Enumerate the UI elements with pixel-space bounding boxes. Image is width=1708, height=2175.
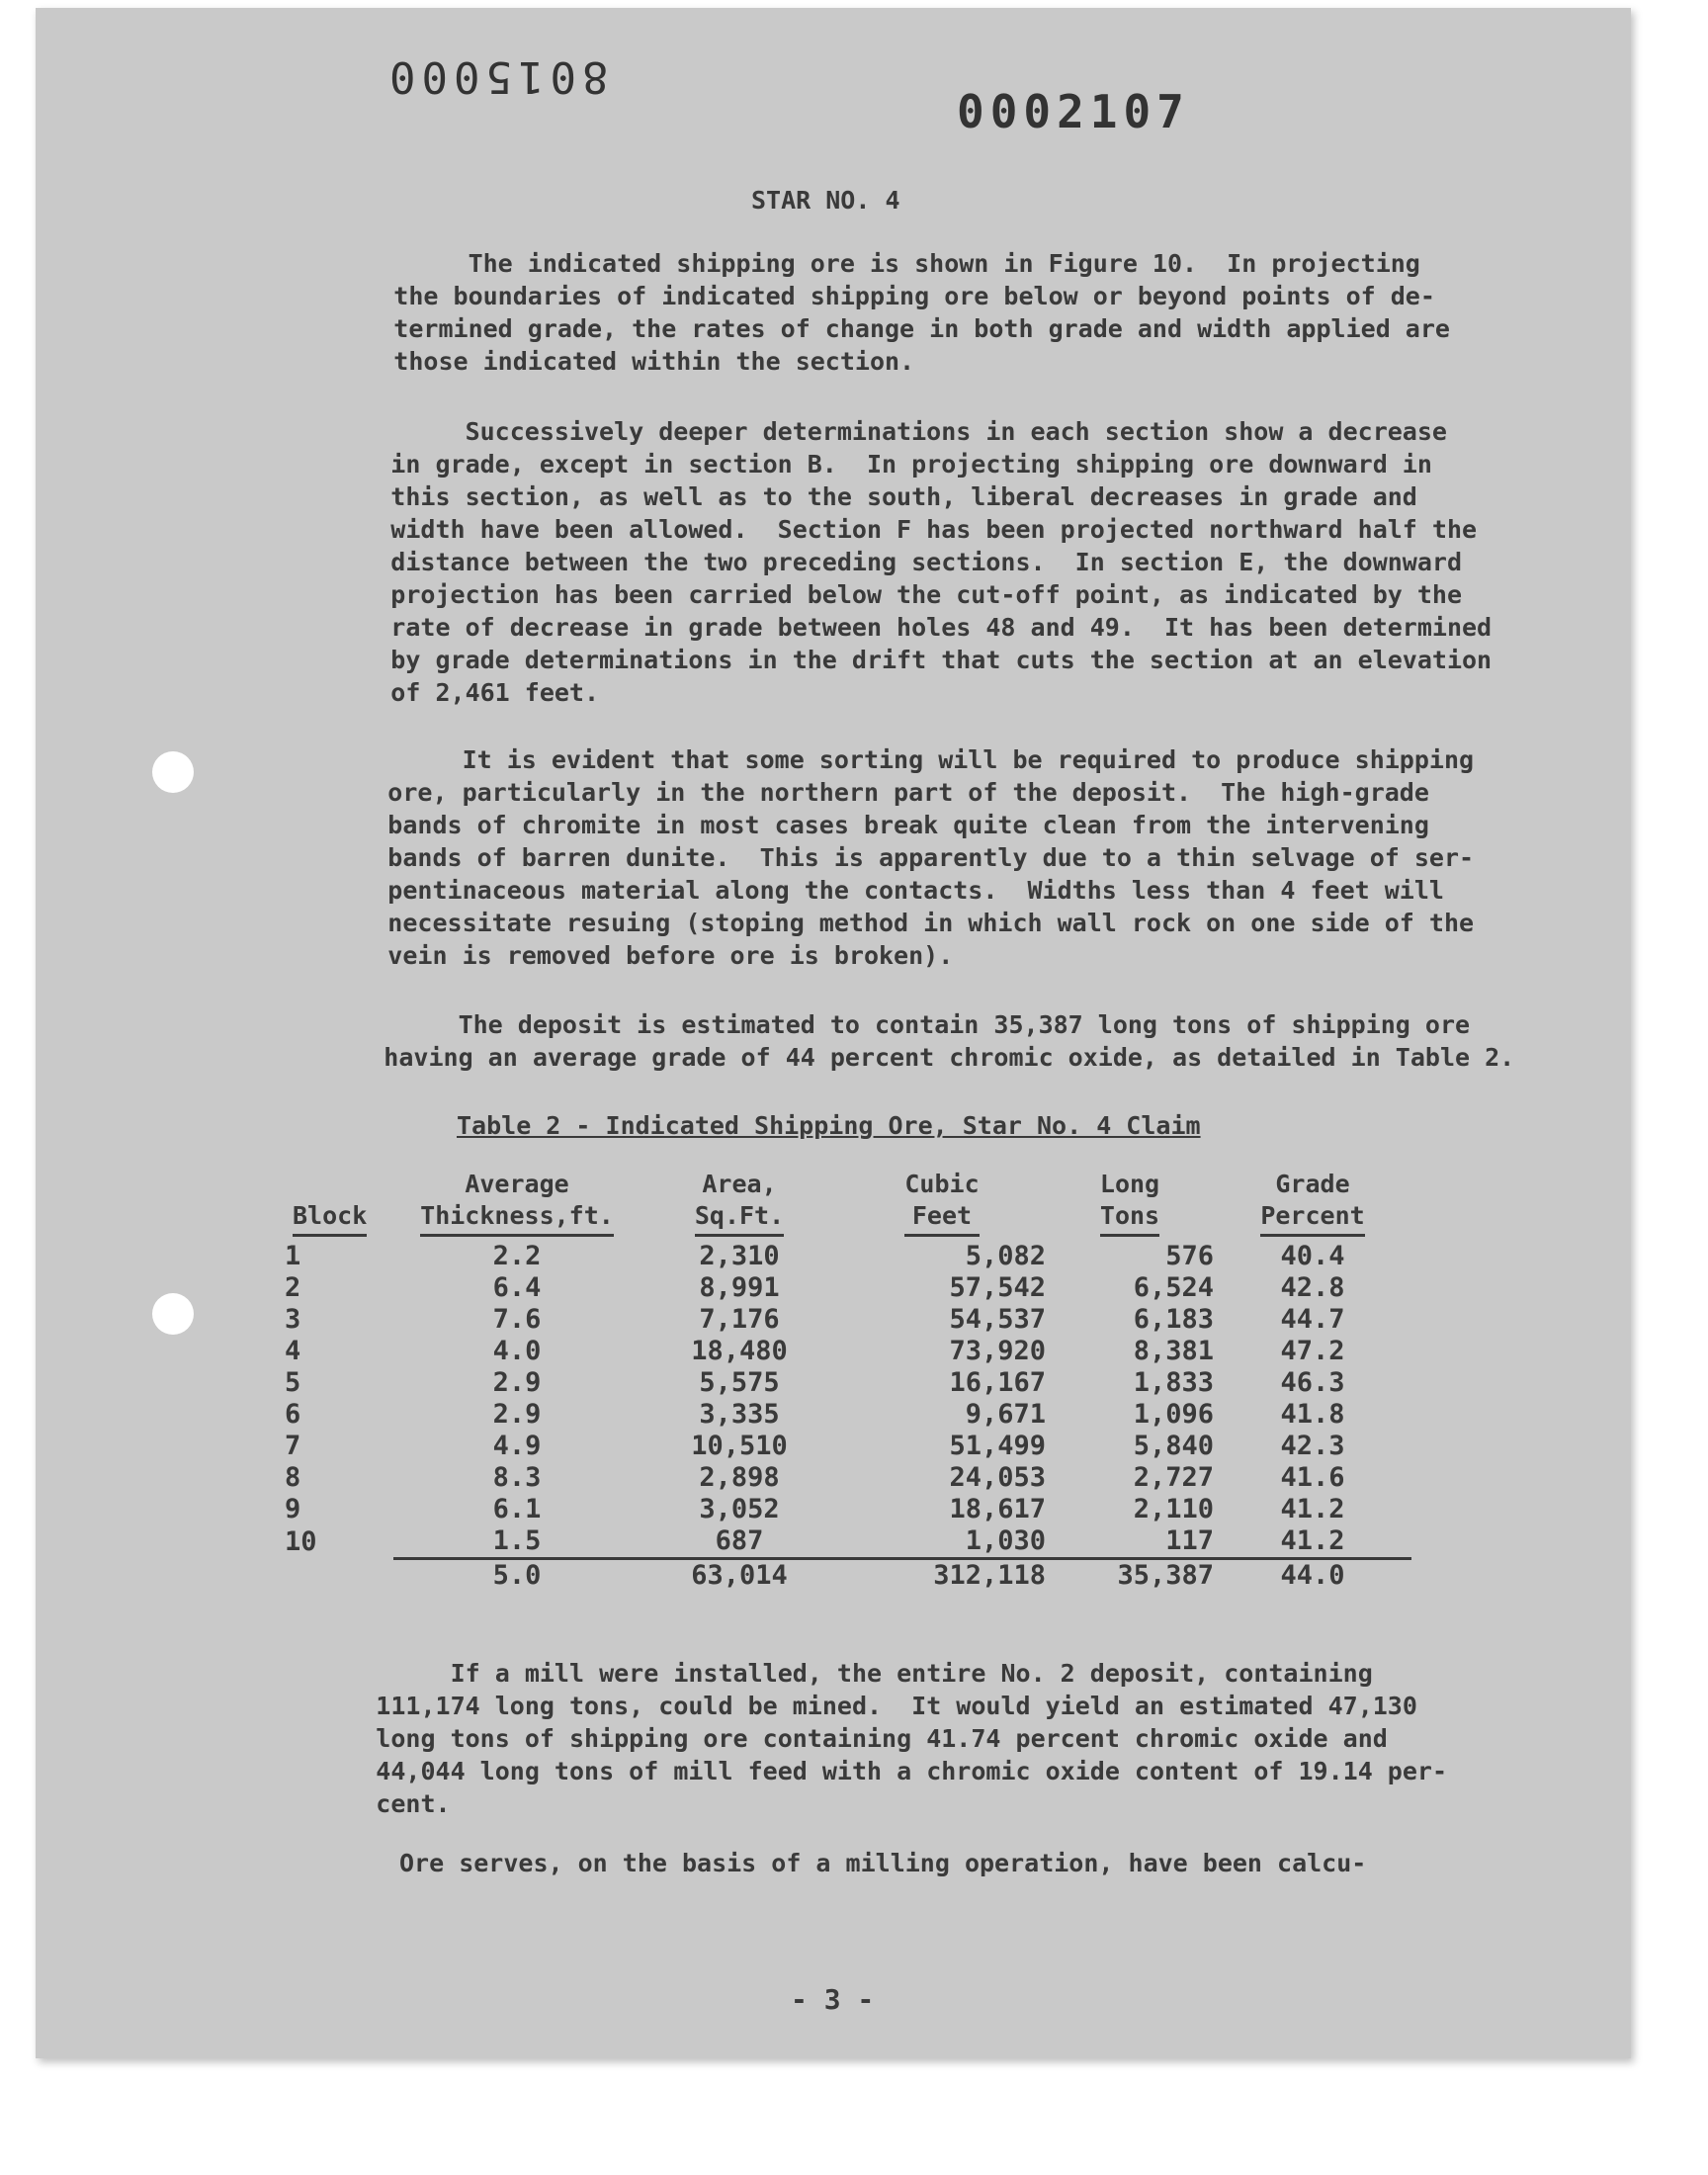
cell-long-tons: 6,524	[1133, 1272, 1214, 1303]
cell-long-tons: 2,727	[1133, 1462, 1214, 1493]
cell-long-tons: 2,110	[1133, 1494, 1214, 1524]
cell-block: 5	[285, 1367, 301, 1398]
paragraph-6: Ore serves, on the basis of a milling operation, have been calcu-	[399, 1849, 1367, 1877]
cell-long-tons: 117	[1046, 1525, 1214, 1559]
cell-block: 10	[285, 1525, 317, 1557]
cell-block: 1	[285, 1241, 301, 1271]
cell-grade: 42.8	[1280, 1272, 1345, 1303]
table-title: Table 2 - Indicated Shipping Ore, Star No. 4 Claim	[457, 1111, 1201, 1140]
document-number-stamp: 0002107	[957, 85, 1190, 138]
cell-area: 7,176	[699, 1304, 780, 1335]
table-row	[285, 1525, 1411, 1559]
cell-grade: 42.3	[1280, 1431, 1345, 1461]
cell-grade: 40.4	[1280, 1241, 1345, 1271]
punch-hole	[152, 751, 194, 793]
total-area: 63,014	[691, 1560, 788, 1591]
cell-block-empty	[285, 1559, 393, 1593]
total-thickness: 5.0	[492, 1560, 542, 1591]
cell-area: 18,480	[691, 1336, 788, 1366]
cell-long-tons: 1,833	[1133, 1367, 1214, 1398]
cell-grade: 41.8	[1280, 1399, 1345, 1430]
cell-block: 3	[285, 1304, 301, 1335]
cell-long-tons: 8,381	[1133, 1336, 1214, 1366]
cell-thickness: 6.4	[492, 1272, 542, 1303]
cell-long-tons: 5,840	[1133, 1431, 1214, 1461]
cell-cubic-feet: 51,499	[949, 1431, 1046, 1461]
total-grade: 44.0	[1280, 1560, 1345, 1591]
page-title: STAR NO. 4	[751, 186, 900, 215]
cell-grade: 44.7	[1280, 1304, 1345, 1335]
table-totals-row	[285, 1559, 1411, 1593]
cell-area: 687	[640, 1525, 838, 1559]
table-row	[285, 1336, 1411, 1367]
cell-long-tons: 576	[1165, 1241, 1214, 1271]
cell-block: 4	[285, 1336, 301, 1366]
header-cubic-feet: Cubic Feet	[838, 1169, 1046, 1241]
cell-area: 2,898	[699, 1462, 780, 1493]
cell-grade: 41.2	[1280, 1494, 1345, 1524]
cell-block: 7	[285, 1431, 301, 1461]
paragraph-5: If a mill were installed, the entire No. 2 deposit, containing 111,174 long tons, could be mined. It would yield an estimated 47,130 long tons of shipping ore containing 41.74 percent chromic oxide and 44,044 long tons of mill feed with a chromic oxide content of 19.14 per- cent.	[376, 1659, 1447, 1818]
cell-area: 5,575	[699, 1367, 780, 1398]
cell-thickness: 2.9	[492, 1399, 542, 1430]
header-area: Area, Sq.Ft.	[640, 1169, 838, 1241]
cell-cubic-feet: 16,167	[949, 1367, 1046, 1398]
cell-area: 2,310	[699, 1241, 780, 1271]
cell-block: 2	[285, 1272, 301, 1303]
table-row	[285, 1272, 1411, 1304]
cell-area: 8,991	[699, 1272, 780, 1303]
page-number: - 3 -	[791, 1983, 875, 2016]
cell-cubic-feet: 5,082	[965, 1241, 1046, 1271]
cell-cubic-feet: 54,537	[949, 1304, 1046, 1335]
cell-thickness: 1.5	[393, 1525, 640, 1559]
cell-thickness: 2.2	[492, 1241, 542, 1271]
cell-grade: 47.2	[1280, 1336, 1345, 1366]
cell-thickness: 6.1	[492, 1494, 542, 1524]
cell-grade: 41.6	[1280, 1462, 1345, 1493]
punch-hole	[152, 1293, 194, 1335]
cell-cubic-feet: 18,617	[949, 1494, 1046, 1524]
paragraph-1: The indicated shipping ore is shown in Figure 10. In projecting the boundaries of indicated shipping ore below or beyond points of de- termined grade, the rates of change in both grade and width applied are those indicated within the section.	[393, 249, 1450, 376]
cell-thickness: 7.6	[492, 1304, 542, 1335]
table-row	[285, 1494, 1411, 1525]
cell-thickness: 8.3	[492, 1462, 542, 1493]
cell-area: 3,335	[699, 1399, 780, 1430]
cell-cubic-feet: 73,920	[949, 1336, 1046, 1366]
cell-cubic-feet: 57,542	[949, 1272, 1046, 1303]
shipping-ore-table	[285, 1169, 1411, 1592]
paragraph-2: Successively deeper determinations in each section show a decrease in grade, except in section B. In projecting shipping ore downward in this section, as well as to the south, liberal decreases in grade and width have been allowed. Section F has been projected northward half the distance between the two preceding sections. In section E, the downward projection has been carried below the cut-off point, as indicated by the rate of decrease in grade between holes 48 and 49. It has been determined by grade determinations in the drift that cuts the section at an elevation of 2,461 feet.	[390, 417, 1493, 707]
cell-cubic-feet: 1,030	[838, 1525, 1046, 1559]
table-row	[285, 1241, 1411, 1272]
cell-block: 8	[285, 1462, 301, 1493]
table-row	[285, 1462, 1411, 1494]
total-cubic-feet: 312,118	[933, 1560, 1046, 1591]
paragraph-3: It is evident that some sorting will be required to produce shipping ore, particularly in the northern part of the deposit. The high-grade bands of chromite in most cases break quite clean from the intervening bands of barren dunite. This is apparently due to a thin selvage of ser- pentinaceous material along the contacts. Widths less than 4 feet will necessitate resuing (stoping method in which wall rock on one side of the vein is removed before ore is broken).	[387, 745, 1475, 970]
table-row	[285, 1304, 1411, 1336]
cell-area: 10,510	[691, 1431, 788, 1461]
table-row	[285, 1367, 1411, 1399]
cell-long-tons: 6,183	[1133, 1304, 1214, 1335]
cell-thickness: 4.0	[492, 1336, 542, 1366]
cell-block: 6	[285, 1399, 301, 1430]
table-row	[285, 1399, 1411, 1431]
cell-long-tons: 1,096	[1133, 1399, 1214, 1430]
upside-down-stamp: 8015000	[384, 51, 609, 102]
header-long-tons: Long Tons	[1046, 1169, 1214, 1241]
cell-thickness: 2.9	[492, 1367, 542, 1398]
cell-cubic-feet: 9,671	[965, 1399, 1046, 1430]
paragraph-4: The deposit is estimated to contain 35,387 long tons of shipping ore having an average grade of 44 percent chromic oxide, as detailed in Table 2.	[384, 1010, 1515, 1072]
header-grade: Grade Percent	[1214, 1169, 1411, 1241]
total-long-tons: 35,387	[1117, 1560, 1214, 1591]
header-thickness: Average Thickness,ft.	[393, 1169, 640, 1241]
cell-thickness: 4.9	[492, 1431, 542, 1461]
cell-grade: 41.2	[1214, 1525, 1411, 1559]
cell-block: 9	[285, 1494, 301, 1524]
table-header-row	[285, 1169, 1411, 1241]
cell-cubic-feet: 24,053	[949, 1462, 1046, 1493]
table-row	[285, 1431, 1411, 1462]
header-block: Block	[285, 1169, 393, 1241]
cell-area: 3,052	[699, 1494, 780, 1524]
cell-grade: 46.3	[1280, 1367, 1345, 1398]
